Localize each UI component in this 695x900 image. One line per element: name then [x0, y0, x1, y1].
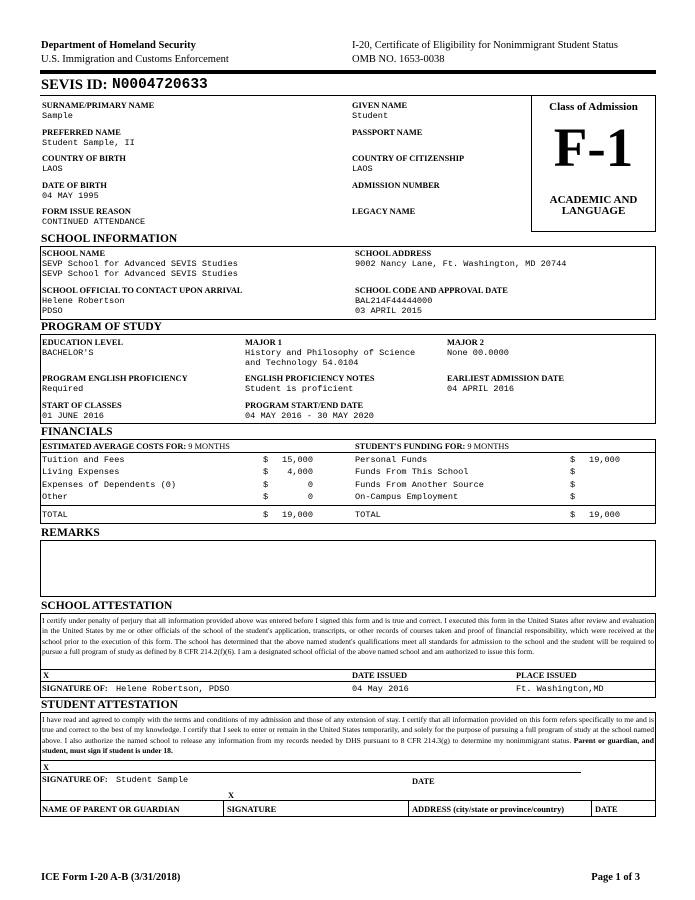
school-attestation-title: SCHOOL ATTESTATION	[41, 600, 173, 612]
student-attestation-title: STUDENT ATTESTATION	[41, 699, 178, 711]
sevis-rule	[40, 95, 531, 96]
funding-currency: $	[570, 480, 576, 490]
remarks-box	[40, 540, 656, 597]
school-address-value: 9002 Nancy Lane, Ft. Washington, MD 20744	[355, 259, 567, 269]
student-attestation-rule	[40, 760, 656, 761]
surname-value: Sample	[42, 111, 73, 121]
school-info-title: SCHOOL INFORMATION	[41, 233, 178, 245]
preferred-name-value: Student Sample, II	[42, 138, 135, 148]
citizenship-label: COUNTRY OF CITIZENSHIP	[352, 154, 465, 163]
place-issued-label: PLACE ISSUED	[516, 671, 577, 680]
birth-country-label: COUNTRY OF BIRTH	[42, 154, 126, 163]
funding-item: Funds From Another Source	[355, 480, 484, 490]
financials-total-rule	[40, 505, 656, 506]
omb-number: OMB NO. 1653-0038	[352, 54, 445, 65]
major2-value: None 00.0000	[447, 348, 509, 358]
english-notes-label: ENGLISH PROFICIENCY NOTES	[245, 374, 375, 383]
funding-header: STUDENT'S FUNDING FOR: 9 MONTHS	[355, 442, 510, 451]
school-name-line1: SEVP School for Advanced SEVIS Studies	[42, 259, 238, 269]
cost-currency: $	[263, 492, 269, 502]
funding-item: Funds From This School	[355, 467, 469, 477]
earliest-admission-label: EARLIEST ADMISSION DATE	[447, 374, 564, 383]
english-proficiency-label: PROGRAM ENGLISH PROFICIENCY	[42, 374, 188, 383]
start-classes-label: START OF CLASSES	[42, 401, 122, 410]
admission-number-label: ADMISSION NUMBER	[352, 181, 440, 190]
school-official-label: SCHOOL OFFICIAL TO CONTACT UPON ARRIVAL	[42, 286, 243, 295]
english-proficiency-value: Required	[42, 384, 84, 394]
financials-title: FINANCIALS	[41, 426, 113, 438]
cost-item: Expenses of Dependents (0)	[42, 480, 177, 490]
major1-label: MAJOR 1	[245, 338, 282, 347]
parent-divider-2	[408, 800, 409, 817]
school-official-name: Helene Robertson	[42, 296, 125, 306]
school-address-label: SCHOOL ADDRESS	[355, 249, 432, 258]
school-sig-rule	[40, 681, 656, 682]
parent-divider-3	[591, 800, 592, 817]
student-sig-rule	[40, 772, 581, 773]
earliest-admission-value: 04 APRIL 2016	[447, 384, 515, 394]
form-id: ICE Form I-20 A-B (3/31/2018)	[41, 872, 181, 883]
funding-currency: $	[570, 492, 576, 502]
school-name-label: SCHOOL NAME	[42, 249, 106, 258]
funding-total-value: 19,000	[589, 510, 620, 520]
parent-divider-1	[223, 800, 224, 817]
funding-item: On-Campus Employment	[355, 492, 459, 502]
cost-currency: $	[263, 467, 269, 477]
cost-amount: 0	[307, 492, 313, 502]
cost-item: Other	[42, 492, 68, 502]
costs-total-currency: $	[263, 510, 269, 520]
funding-currency: $	[570, 455, 576, 465]
passport-name-label: PASSPORT NAME	[352, 128, 423, 137]
financials-header-rule	[40, 452, 656, 453]
school-code-label: SCHOOL CODE AND APPROVAL DATE	[355, 286, 508, 295]
birth-country-value: LAOS	[42, 164, 63, 174]
page-number: Page 1 of 3	[591, 872, 640, 883]
student-signature-label: SIGNATURE OF:	[42, 775, 108, 784]
school-code-value: BAL214F44444000	[355, 296, 433, 306]
school-sig-x: X	[43, 671, 50, 680]
school-official-title: PDSO	[42, 306, 63, 316]
funding-item: Personal Funds	[355, 455, 428, 465]
school-attestation-text: I certify under penalty of perjury that all information provided above was entered before I signed this form and is true and correct. I executed this form in the United States after review and evaluation in the United States by me or other officials of the school of the student's application, transcripts, or other records of courses taken and proof of financial responsibility, which were received at the school prior to the execution of this form. The school has determined that the above named student's qualifications meet all standards for admission to the school and the student will be required to pursue a full program of study as defined by 8 CFR 214.2(f)(6). I am a designated school official of the above named school and am authorized to issue this form.	[42, 616, 654, 657]
cost-currency: $	[263, 480, 269, 490]
school-name-line2: SEVP School for Advanced SEVIS Studies	[42, 269, 238, 279]
funding-total-label: TOTAL	[355, 510, 381, 520]
header-rule	[40, 70, 656, 74]
parent-address-label: ADDRESS (city/state or province/country)	[412, 805, 565, 814]
major1-line2: and Technology 54.0104	[245, 358, 359, 368]
parent-sig-rule	[40, 800, 656, 801]
cost-amount: 0	[307, 480, 313, 490]
school-info-box	[40, 246, 656, 320]
issue-reason-value: CONTINUED ATTENDANCE	[42, 217, 146, 227]
surname-label: SURNAME/PRIMARY NAME	[42, 101, 155, 110]
costs-total-label: TOTAL	[42, 510, 68, 520]
agency-name: Department of Homeland Security	[41, 40, 196, 51]
education-level-value: BACHELOR'S	[42, 348, 94, 358]
english-notes-value: Student is proficient	[245, 384, 354, 394]
sevis-id-value: N0004720633	[112, 77, 208, 93]
subagency-name: U.S. Immigration and Customs Enforcement	[41, 54, 229, 65]
place-issued-value: Ft. Washington,MD	[516, 684, 604, 694]
major2-label: MAJOR 2	[447, 338, 484, 347]
form-title: I-20, Certificate of Eligibility for Nonimmigrant Student Status	[352, 40, 618, 51]
major1-line1: History and Philosophy of Science	[245, 348, 416, 358]
cost-amount: 4,000	[287, 467, 313, 477]
program-dates-value: 04 MAY 2016 - 30 MAY 2020	[245, 411, 374, 421]
cost-currency: $	[263, 455, 269, 465]
cost-item: Living Expenses	[42, 467, 120, 477]
school-attestation-rule	[40, 669, 656, 670]
dob-label: DATE OF BIRTH	[42, 181, 107, 190]
date-issued-value: 04 May 2016	[352, 684, 409, 694]
issue-reason-label: FORM ISSUE REASON	[42, 207, 131, 216]
citizenship-value: LAOS	[352, 164, 373, 174]
visa-class-desc-line2: LANGUAGE	[561, 205, 626, 217]
cost-amount: 15,000	[282, 455, 313, 465]
legacy-name-label: LEGACY NAME	[352, 207, 416, 216]
date-issued-label: DATE ISSUED	[352, 671, 407, 680]
school-signature-label: SIGNATURE OF:	[42, 684, 108, 693]
visa-class-desc-line1: ACADEMIC AND	[549, 194, 638, 206]
cost-item: Tuition and Fees	[42, 455, 125, 465]
remarks-title: REMARKS	[41, 527, 100, 539]
student-date-label: DATE	[412, 777, 435, 786]
dob-value: 04 MAY 1995	[42, 191, 99, 201]
student-signature-name: Student Sample	[116, 775, 189, 785]
education-level-label: EDUCATION LEVEL	[42, 338, 124, 347]
funding-amount: 19,000	[589, 455, 620, 465]
preferred-name-label: PREFERRED NAME	[42, 128, 121, 137]
costs-total-value: 19,000	[282, 510, 313, 520]
student-sig-x: X	[43, 763, 50, 772]
parent-signature-label: SIGNATURE	[227, 805, 277, 814]
visa-class-code: F-1	[553, 117, 634, 178]
parent-date-label: DATE	[595, 805, 618, 814]
sevis-id-label: SEVIS ID:	[41, 77, 108, 93]
student-attestation-text: I have read and agreed to comply with the terms and conditions of my admission and those of any extension of stay. I certify that all information provided on this form refers specifically to me and is true and correct to the best of my knowledge. I certify that I seek to enter or remain in the United States temporarily, and solely for the purpose of pursuing a full program of study at the school named above. I also authorize the named school to release any information from my records needed by DHS pursuant to 8 CFR 214.3(g) to determine my nonimmigrant status. Parent or guardian, and student, must sign if student is under 18.	[42, 715, 655, 756]
start-classes-value: 01 JUNE 2016	[42, 411, 104, 421]
costs-header: ESTIMATED AVERAGE COSTS FOR: 9 MONTHS	[42, 442, 230, 451]
given-name-label: GIVEN NAME	[352, 101, 408, 110]
funding-total-currency: $	[570, 510, 576, 520]
given-name-value: Student	[352, 111, 389, 121]
parent-name-label: NAME OF PARENT OR GUARDIAN	[42, 805, 180, 814]
funding-currency: $	[570, 467, 576, 477]
parent-sig-x: X	[228, 791, 235, 800]
school-approval-date: 03 APRIL 2015	[355, 306, 423, 316]
program-title: PROGRAM OF STUDY	[41, 321, 162, 333]
class-of-admission-label: Class of Admission	[549, 101, 638, 113]
program-dates-label: PROGRAM START/END DATE	[245, 401, 364, 410]
school-signature-name: Helene Robertson, PDSO	[116, 684, 230, 694]
